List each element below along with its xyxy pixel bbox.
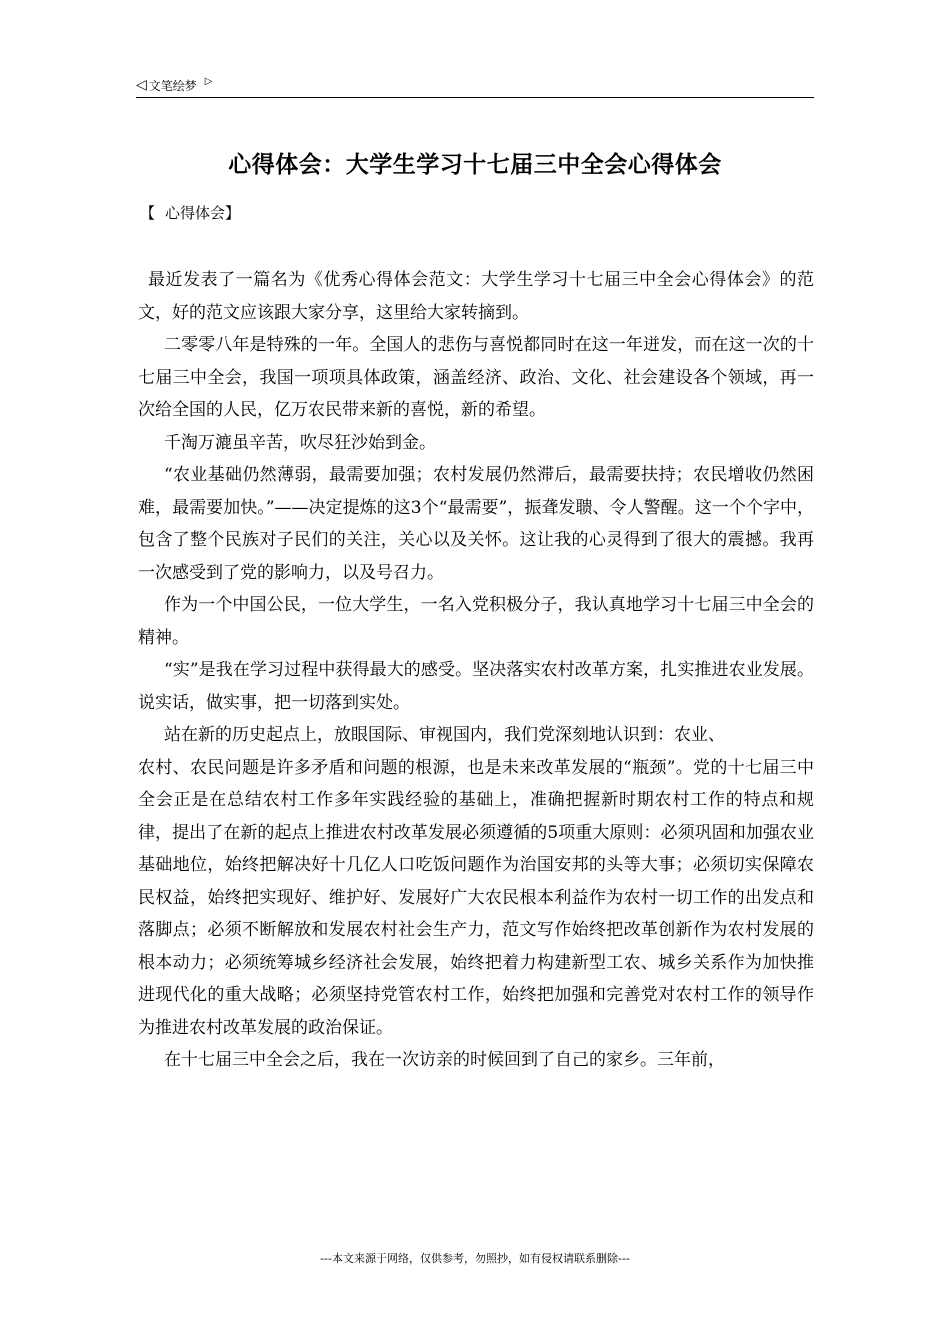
category-bracket-open: 【	[140, 204, 156, 222]
category-tag	[140, 202, 240, 223]
article-body	[138, 264, 814, 1077]
category-label: 心得体会	[165, 204, 226, 222]
paragraph: 农村、农民问题是许多矛盾和问题的根源，也是未来改革发展的“瓶颈”。党的十七届三中全会正是在总结农村工作多年实践经验的基础上，准确把握新时期农村工作的特点和规律，提出了在新的起点上推进农村改革发展必须遵循的5项重大原则：必须巩固和加强农业基础地位，始终把解决好十几亿人口吃饭问题作为治国安邦的头等大事；必须切实保障农民权益，始终把实现好、维护好、发展好广大农民根本利益作为农村一切工作的出发点和落脚点；必须不断解放和发展农村社会生产力，范文写作始终把改革创新作为农村发展的根本动力；必须统筹城乡经济社会发展，始终把着力构建新型工农、城乡关系作为加快推进现代化的重大战略；必须坚持党管农村工作，始终把加强和完善党对农村工作的领导作为推进农村改革发展的政治保证。	[138, 757, 814, 1038]
paragraph: 二零零八年是特殊的一年。全国人的悲伤与喜悦都同时在这一年迸发，而在这一次的十七届三中全会，我国一项项具体政策，涵盖经济、政治、文化、社会建设各个领域，再一次给全国的人民，亿万农民带来新的喜悦，新的希望。	[138, 335, 814, 420]
paragraph: “农业基础仍然薄弱，最需要加强；农村发展仍然滞后，最需要扶持；农民增收仍然困难，最需要加快。”——决定提炼的这3个“最需要”，振聋发聩、令人警醒。这一个个字中，包含了整个民族对子民们的关注，关心以及关怀。这让我的心灵得到了很大的震撼。我再一次感受到了党的影响力，以及号召力。	[138, 465, 814, 583]
category-bracket-close: 】	[225, 204, 241, 222]
paragraph: 在十七届三中全会之后，我在一次访亲的时候回到了自己的家乡。三年前，	[164, 1050, 725, 1070]
paragraph: 站在新的历史起点上，放眼国际、审视国内，我们党深刻地认识到：农业、	[164, 725, 725, 745]
paragraph: 作为一个中国公民，一位大学生，一名入党积极分子，我认真地学习十七届三中全会的精神。	[138, 595, 814, 648]
header-divider	[136, 97, 814, 98]
page-title: 心得体会：大学生学习十七届三中全会心得体会	[228, 152, 722, 178]
header-label: 文笔绘梦	[148, 78, 197, 93]
paragraph: 最近发表了一篇名为《优秀心得体会范文：大学生学习十七届三中全会心得体会》的范文，好的范文应该跟大家分享，这里给大家转摘到。	[138, 270, 814, 323]
header-brand	[136, 76, 213, 94]
footer-disclaimer: ---本文来源于网络，仅供参考，勿照抄，如有侵权请联系删除---	[320, 1252, 630, 1265]
paragraph: 千淘万漉虽辛苦，吹尽狂沙始到金。	[164, 432, 436, 453]
triangle-left-icon: ◁	[136, 77, 147, 93]
paragraph: “实”是我在学习过程中获得最大的感受。坚决落实农村改革方案，扎实推进农业发展。说实话，做实事，把一切落到实处。	[138, 660, 814, 713]
triangle-right-icon: ▷	[204, 76, 213, 87]
